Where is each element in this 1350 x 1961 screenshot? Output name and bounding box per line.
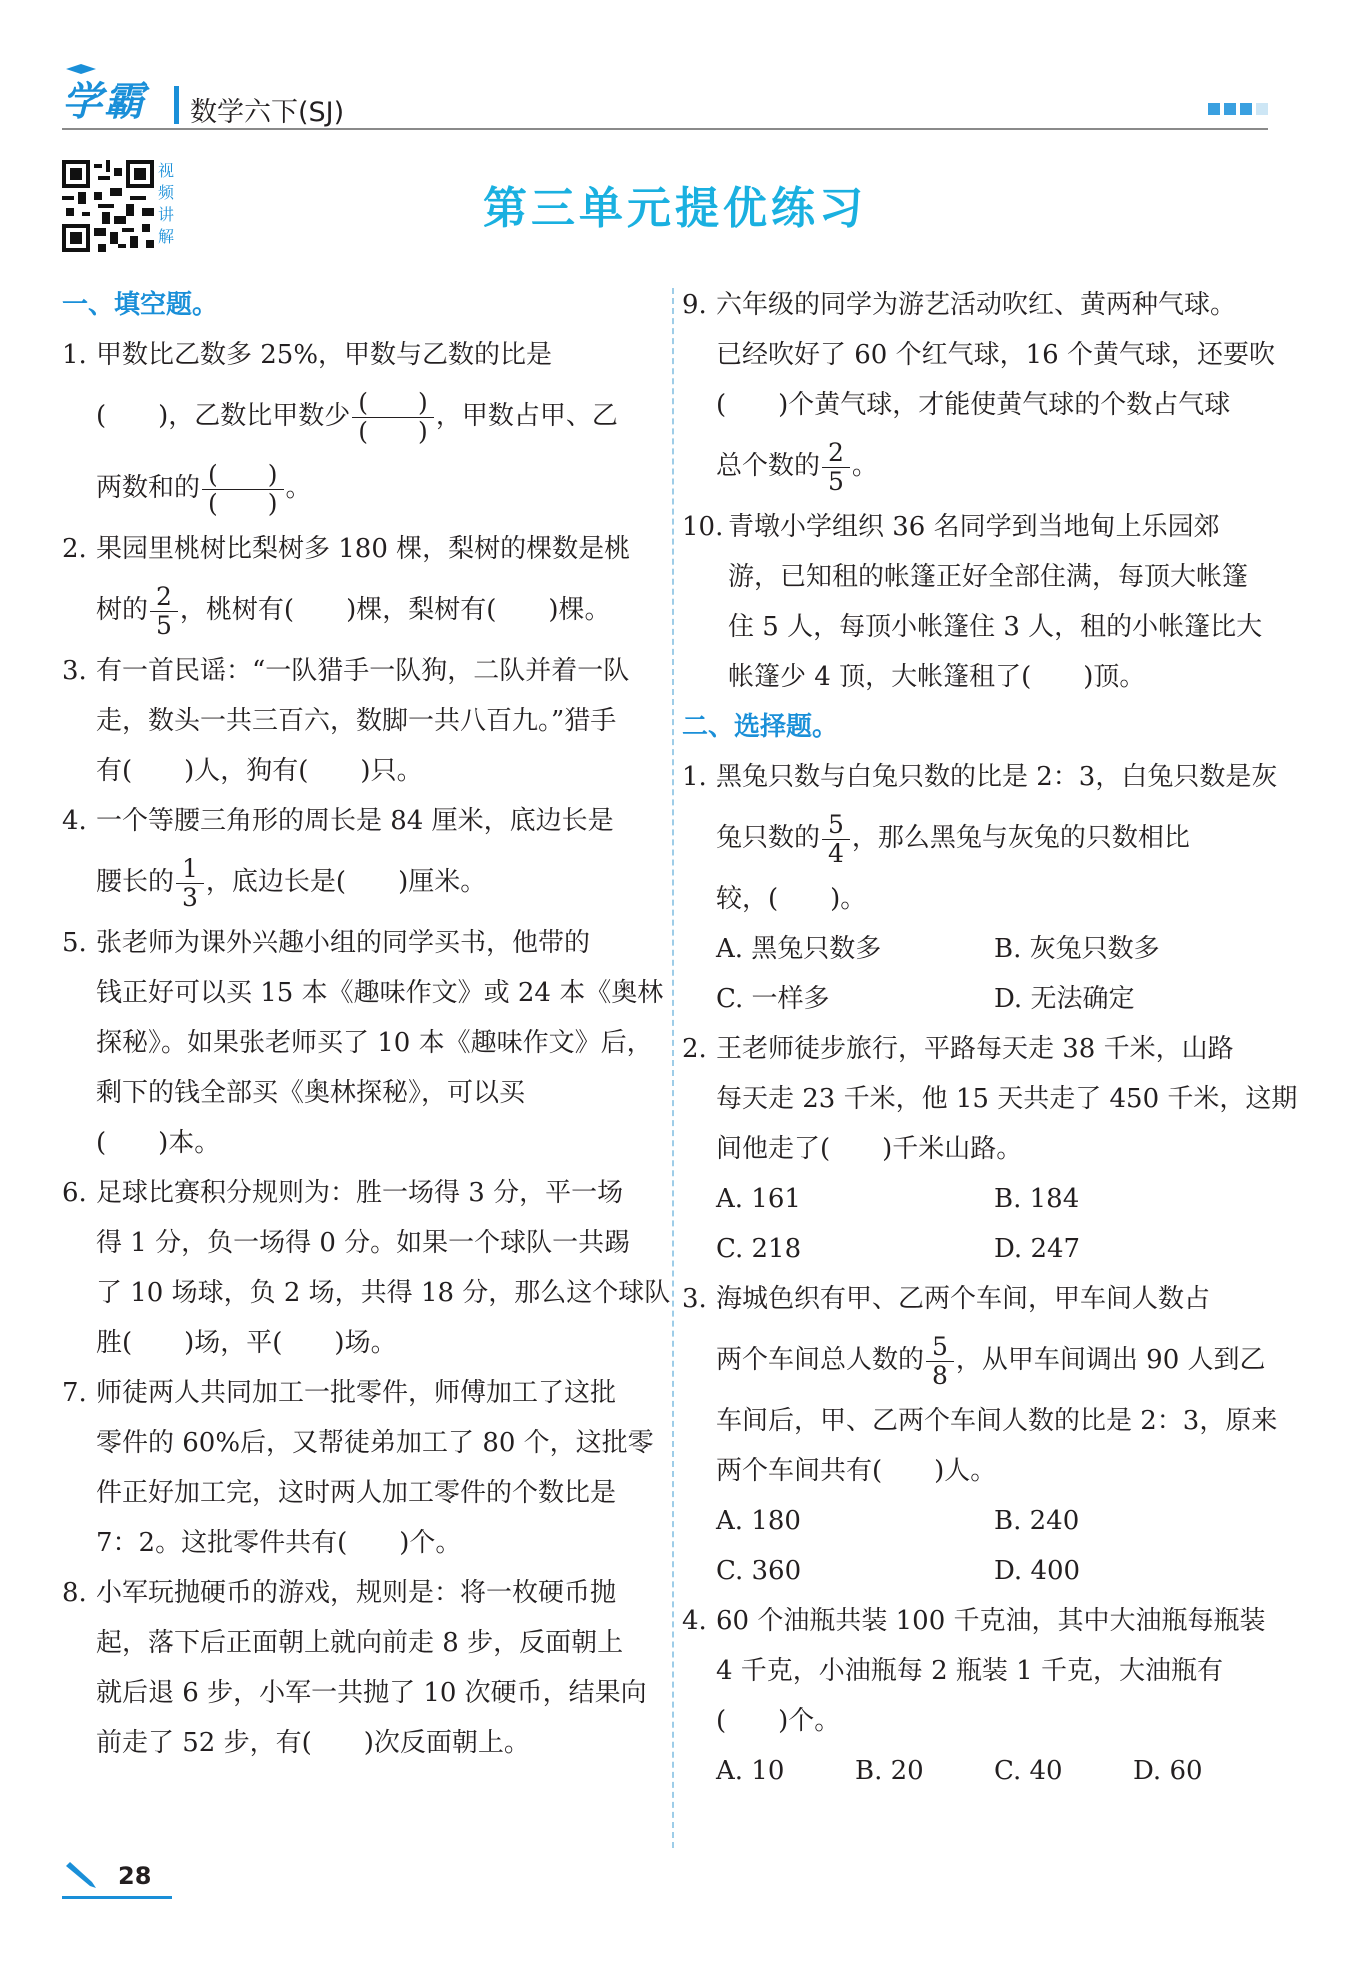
- text-line: ( )本。: [96, 1128, 221, 1158]
- option-d[interactable]: D. 247: [994, 1234, 1081, 1264]
- options-row: [716, 974, 1272, 1024]
- option-b[interactable]: B. 184: [994, 1184, 1080, 1214]
- option-c[interactable]: C. 一样多: [716, 984, 830, 1014]
- text-line: 走，数头一共三百六，数脚一共八百九。”猎手: [96, 706, 617, 736]
- fraction-numerator: 2: [150, 583, 178, 612]
- text-line: 张老师为课外兴趣小组的同学买书，他带的: [96, 928, 591, 958]
- fraction-numerator: ( ): [202, 461, 284, 490]
- fraction-denominator: 4: [828, 838, 844, 868]
- header-separator: [174, 86, 179, 124]
- options-row: [716, 1546, 1272, 1596]
- text-line: [96, 846, 652, 918]
- text-line: [96, 574, 652, 646]
- page-footer: [62, 1860, 172, 1900]
- fraction: [822, 439, 850, 496]
- text: 。: [285, 473, 312, 503]
- question-number: 4.: [682, 1606, 707, 1636]
- text: 总个数的: [716, 451, 821, 481]
- question-1: [62, 330, 652, 524]
- fraction-denominator: 3: [182, 882, 198, 912]
- text: 。: [851, 451, 878, 481]
- text-line: [716, 1324, 1272, 1396]
- text: ( )，乙数比甲数少: [96, 401, 351, 431]
- text-line: 零件的 60%后，又帮徒弟加工了 80 个，这批零: [96, 1428, 654, 1458]
- text-line: [96, 380, 652, 452]
- fraction-numerator: 5: [926, 1333, 954, 1362]
- option-c[interactable]: C. 360: [716, 1556, 802, 1586]
- section-heading-fill: 一、填空题。: [62, 290, 219, 320]
- text-line: 前走了 52 步，有( )次反面朝上。: [96, 1728, 530, 1758]
- text-line: 黑兔只数与白兔只数的比是 2：3，白兔只数是灰: [716, 762, 1278, 792]
- text-line: 每天走 23 千米，他 15 天共走了 450 千米，这期: [716, 1084, 1298, 1114]
- option-a[interactable]: A. 161: [716, 1184, 801, 1214]
- text-line: 足球比赛积分规则为：胜一场得 3 分，平一场: [96, 1178, 624, 1208]
- text-line: 师徒两人共同加工一批零件，师傅加工了这批: [96, 1378, 617, 1408]
- text-line: 起，落下后正面朝上就向前走 8 步，反面朝上: [96, 1628, 624, 1658]
- text-line: 件正好加工完，这时两人加工零件的个数比是: [96, 1478, 617, 1508]
- qr-label: 视频讲解: [158, 161, 175, 246]
- text-line: 小军玩抛硬币的游戏，规则是：将一枚硬币抛: [96, 1578, 617, 1608]
- options-row: [716, 1174, 1272, 1224]
- option-d[interactable]: D. 60: [1133, 1756, 1203, 1786]
- question-7: [62, 1368, 652, 1568]
- text: ，那么黑兔与灰兔的只数相比: [851, 823, 1190, 853]
- text-line: 车间后，甲、乙两个车间人数的比是 2：3，原来: [716, 1406, 1278, 1436]
- text-line: 较，( )。: [716, 884, 867, 914]
- option-c[interactable]: C. 40: [994, 1756, 1063, 1786]
- text-line: 间他走了( )千米山路。: [716, 1134, 1023, 1164]
- text-line: 青墩小学组织 36 名同学到当地甸上乐园郊: [728, 512, 1220, 542]
- question-number: 8.: [62, 1578, 87, 1608]
- text: ，从甲车间调出 90 人到乙: [955, 1345, 1266, 1375]
- column-divider: [672, 288, 674, 1848]
- text-line: [716, 430, 1272, 502]
- option-c[interactable]: C. 218: [716, 1234, 802, 1264]
- brand-logo: 学霸: [62, 79, 146, 125]
- text-line: 了 10 场球，负 2 场，共得 18 分，那么这个球队: [96, 1278, 671, 1308]
- text: 腰长的: [96, 867, 175, 897]
- header-decoration: [1204, 100, 1268, 119]
- text-line: 甲数比乙数多 25%，甲数与乙数的比是: [96, 340, 553, 370]
- page-title: 第三单元提优练习: [483, 183, 867, 234]
- option-a[interactable]: A. 10: [716, 1756, 785, 1786]
- question-number: 5.: [62, 928, 87, 958]
- fraction: [176, 855, 204, 912]
- question-number: 2.: [682, 1034, 707, 1064]
- section-heading-choice: 二、选择题。: [682, 712, 839, 742]
- question-number: 9.: [682, 290, 707, 320]
- text: 两数和的: [96, 473, 201, 503]
- question-9: [682, 280, 1275, 502]
- question-5: [62, 918, 664, 1168]
- text-line: 有一首民谣：“一队猎手一队狗，二队并着一队: [96, 656, 630, 686]
- text-line: 帐篷少 4 顶，大帐篷租了( )顶。: [728, 662, 1146, 692]
- fraction-denominator: 5: [828, 466, 844, 496]
- text-line: 得 1 分，负一场得 0 分。如果一个球队一共踢: [96, 1228, 631, 1258]
- text: 兔只数的: [716, 823, 821, 853]
- pencil-icon: [62, 1860, 98, 1890]
- option-b[interactable]: B. 灰兔只数多: [994, 934, 1160, 964]
- question-10: [682, 502, 1272, 702]
- option-d[interactable]: D. 400: [994, 1556, 1081, 1586]
- text-line: 60 个油瓶共装 100 千克油，其中大油瓶每瓶装: [716, 1606, 1266, 1636]
- text-line: 两个车间共有( )人。: [716, 1456, 997, 1486]
- option-a[interactable]: A. 180: [716, 1506, 801, 1536]
- fraction-denominator: 5: [156, 610, 172, 640]
- question-number: 1.: [682, 762, 707, 792]
- question-number: 3.: [62, 656, 87, 686]
- option-a[interactable]: A. 黑兔只数多: [716, 934, 882, 964]
- options-row: [716, 1496, 1272, 1546]
- text-line: 已经吹好了 60 个红气球，16 个黄气球，还要吹: [716, 340, 1275, 370]
- text: ，桃树有( )棵，梨树有( )棵。: [179, 595, 611, 625]
- text-line: ( )个。: [716, 1706, 841, 1736]
- text-line: 就后退 6 步，小军一共抛了 10 次硬币，结果向: [96, 1678, 647, 1708]
- text: ，甲数占甲、乙: [435, 401, 618, 431]
- text-line: [716, 802, 1272, 874]
- text-line: 海城色织有甲、乙两个车间，甲车间人数占: [716, 1284, 1211, 1314]
- text-line: 一个等腰三角形的周长是 84 厘米，底边长是: [96, 806, 614, 836]
- text-line: 住 5 人，每顶小帐篷住 3 人，租的小帐篷比大: [728, 612, 1263, 642]
- fraction-numerator: 2: [822, 439, 850, 468]
- page-header: [62, 78, 1268, 128]
- choice-question-4: [682, 1596, 1272, 1796]
- options-row: [716, 1746, 1272, 1796]
- text-line: 游，已知租的帐篷正好全部住满，每顶大帐篷: [728, 562, 1249, 592]
- header-rule: [62, 128, 1268, 130]
- option-d[interactable]: D. 无法确定: [994, 984, 1135, 1014]
- question-2: [62, 524, 652, 646]
- text: 两个车间总人数的: [716, 1345, 925, 1375]
- question-number: 10.: [682, 512, 724, 542]
- choice-question-2: [682, 1024, 1298, 1274]
- text-line: 王老师徒步旅行，平路每天走 38 千米，山路: [716, 1034, 1234, 1064]
- question-4: [62, 796, 652, 918]
- question-number: 6.: [62, 1178, 87, 1208]
- text-line: 7：2。这批零件共有( )个。: [96, 1528, 462, 1558]
- fraction-numerator: 5: [822, 811, 850, 840]
- text-line: 六年级的同学为游艺活动吹红、黄两种气球。: [716, 290, 1237, 320]
- question-3: [62, 646, 652, 796]
- fraction: [202, 461, 284, 518]
- text-line: 4 千克，小油瓶每 2 瓶装 1 千克，大油瓶有: [716, 1656, 1223, 1686]
- option-b[interactable]: B. 20: [855, 1756, 924, 1786]
- choice-question-1: [682, 752, 1278, 1024]
- fraction-denominator: ( ): [358, 416, 428, 446]
- text-line: 有( )人，狗有( )只。: [96, 756, 423, 786]
- text-line: [96, 452, 652, 524]
- text: ，底边长是( )厘米。: [205, 867, 487, 897]
- fraction-numerator: 1: [176, 855, 204, 884]
- text-line: 剩下的钱全部买《奥林探秘》，可以买: [96, 1078, 526, 1108]
- question-6: [62, 1168, 671, 1368]
- fraction: [150, 583, 178, 640]
- page-number: 28: [118, 1862, 152, 1890]
- fraction: [352, 389, 434, 446]
- options-row: [716, 1224, 1272, 1274]
- question-number: 4.: [62, 806, 87, 836]
- text-line: ( )个黄气球，才能使黄气球的个数占气球: [716, 390, 1231, 420]
- fraction: [926, 1333, 954, 1390]
- question-number: 2.: [62, 534, 87, 564]
- question-8: [62, 1568, 652, 1768]
- right-column: [682, 280, 1298, 1796]
- text-line: 果园里桃树比梨树多 180 棵，梨树的棵数是桃: [96, 534, 631, 564]
- options-row: [716, 924, 1272, 974]
- book-title: 数学六下(SJ): [190, 97, 345, 128]
- text-line: 探秘》。如果张老师买了 10 本《趣味作文》后，: [96, 1028, 653, 1058]
- fraction-numerator: ( ): [352, 389, 434, 418]
- question-number: 3.: [682, 1284, 707, 1314]
- option-b[interactable]: B. 240: [994, 1506, 1080, 1536]
- fraction-denominator: ( ): [208, 488, 278, 518]
- text: 树的: [96, 595, 149, 625]
- text-line: 钱正好可以买 15 本《趣味作文》或 24 本《奥林: [96, 978, 664, 1008]
- question-number: 7.: [62, 1378, 87, 1408]
- fraction-denominator: 8: [932, 1360, 948, 1390]
- footer-underline: [62, 1896, 172, 1899]
- left-column: [62, 280, 671, 1768]
- choice-question-3: [682, 1274, 1278, 1596]
- question-number: 1.: [62, 340, 87, 370]
- text-line: 胜( )场，平( )场。: [96, 1328, 397, 1358]
- fraction: [822, 811, 850, 868]
